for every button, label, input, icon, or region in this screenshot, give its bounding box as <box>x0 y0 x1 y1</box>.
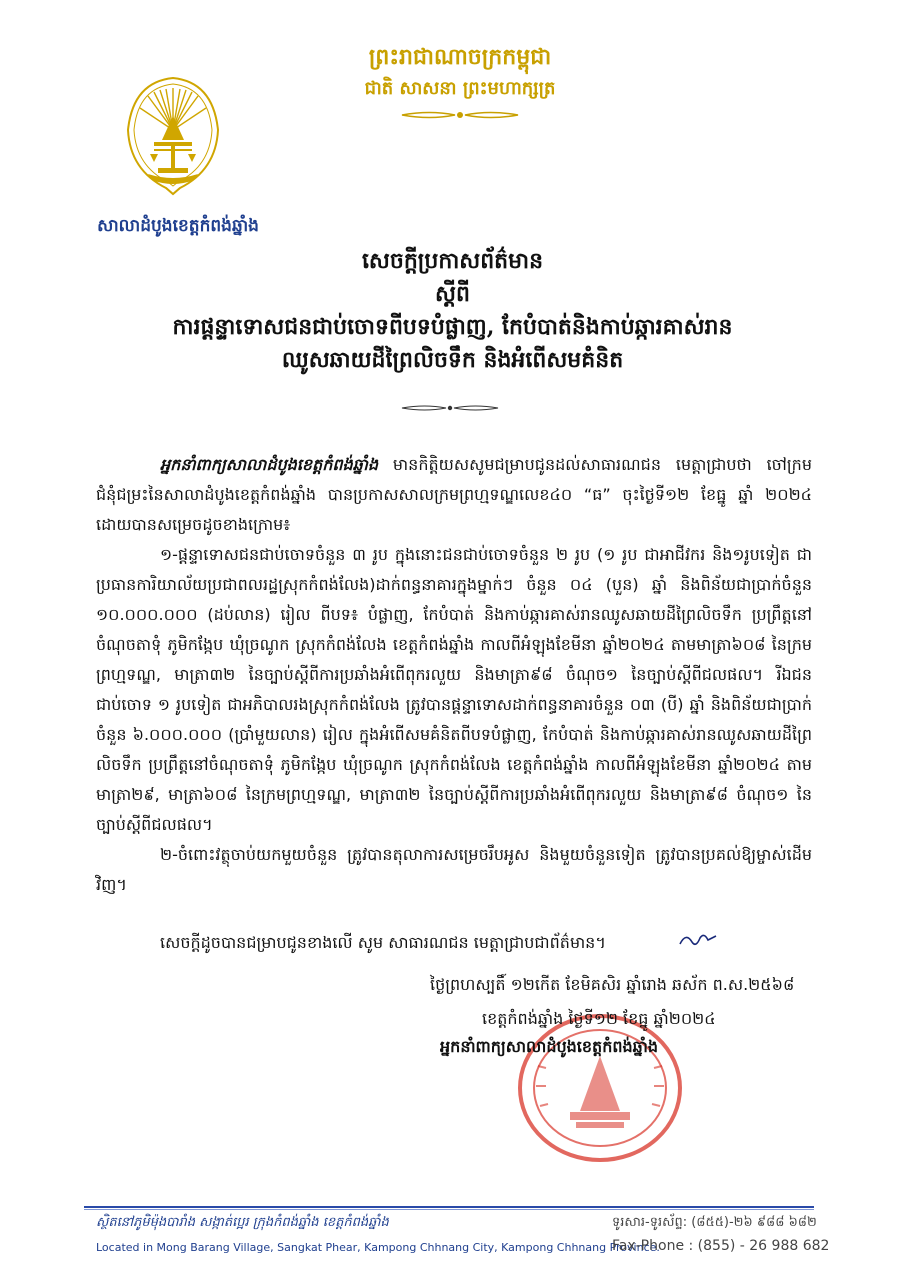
fax-phone-english: Fax-Phone : (855) - 26 988 682 <box>612 1238 830 1254</box>
lunar-date: ថ្ងៃព្រហស្បតិ៍ ១២កើត ខែមិគសិរ ឆ្នាំរោង ឆស័ក ព.ស.២៥៦៨ <box>430 975 795 994</box>
initial-signature-icon <box>678 930 718 950</box>
title-ornament-icon <box>400 402 500 414</box>
title-line1: សេចក្តីប្រកាសព័ត៌មាន <box>361 248 544 274</box>
title-line3: ការផ្តន្ទាទោសជនជាប់ចោទពីបទបំផ្លាញ, កែបំបាត់និងកាប់ឆ្ការគាស់រាន <box>172 314 733 340</box>
footer-divider-thin <box>84 1209 814 1210</box>
motto-ornament-icon <box>400 108 520 122</box>
announcement-body <box>96 450 812 900</box>
intro-text: មានកិត្តិយសសូមជម្រាបជូនដល់សាធារណជន មេត្តាជ្រាបថា ចៅក្រមជំនុំជម្រះនៃសាលាដំបូងខេត្តកំពង់ឆ្នាំង បានប្រកាសសាលក្រមព្រហ្មទណ្ឌលេខ៤០ “ធ” ចុះថ្ងៃទី១២ ខែធ្នូ ឆ្នាំ ២០២៤ ដោយបានសម្រេចដូចខាងក្រោម៖ <box>96 455 812 534</box>
court-emblem-icon <box>118 70 228 202</box>
signer-title: អ្នកនាំពាក្យសាលាដំបូងខេត្តកំពង់ឆ្នាំង <box>440 1037 659 1056</box>
address-english: Located in Mong Barang Village, Sangkat Phear, Kampong Chhnang City, Kampong Chhnang Province. <box>96 1241 660 1254</box>
document-title <box>150 245 755 377</box>
solar-date: ខេត្តកំពង់ឆ្នាំង ថ្ងៃទី១២ ខែធ្នូ ឆ្នាំ២០២៤ <box>482 1009 716 1028</box>
fax-phone-khmer: ទូរសារ-ទូរស័ព្ទ: (៨៥៥)-២៦ ៩៨៨ ៦៨២ <box>612 1215 817 1230</box>
spokesperson-name: អ្នកនាំពាក្យសាលាដំបូងខេត្តកំពង់ឆ្នាំង <box>160 455 379 474</box>
verdict-point-1: ១-ផ្តន្ទាទោសជនជាប់ចោទចំនួន ៣ រូប ក្នុងនោះជនជាប់ចោទចំនួន ២ រូប (១ រូប ជាអាជីវករ និង១រូបទៀត ជាប្រធានការិយាល័យប្រជាពលរដ្ឋស្រុកកំពង់លែង)ដាក់ពន្ធនាគារក្នុងម្នាក់ៗ ចំនួន ០៤ (បួន) ឆ្នាំ និងពិន័យជាប្រាក់ចំនួន ១០.០០០.០០០ (ដប់លាន) រៀល ពីបទ៖ បំផ្លាញ, កែបំបាត់ និងកាប់ឆ្ការគាស់រានឈូសឆាយដីព្រៃលិចទឹក ប្រព្រឹត្តនៅចំណុចតាទុំ ភូមិកង្កែប ឃុំច្រណូក ស្រុកកំពង់លែង ខេត្តកំពង់ឆ្នាំង កាលពីអំឡុងខែមីនា ឆ្នាំ២០២៤ តាមមាត្រា៦០៨ នៃក្រមព្រហ្មទណ្ឌ, មាត្រា៣២ នៃច្បាប់ស្តីពីការប្រឆាំងអំពើពុករលួយ និងមាត្រា៩៨ ចំណុច១ នៃច្បាប់ស្តីពីជលផល។ រីឯជនជាប់ចោទ ១ រូបទៀត ជាអភិបាលរងស្រុកកំពង់លែង ត្រូវបានផ្តន្ទាទោសដាក់ពន្ធនាគារចំនួន ០៣ (បី) ឆ្នាំ និងពិន័យជាប្រាក់ចំនួន ៦.០០០.០០០ (ប្រាំមួយលាន) រៀល ក្នុងអំពើសមគំនិតពីបទបំផ្លាញ, កែបំបាត់ និងកាប់ឆ្ការគាស់រានឈូសឆាយដីព្រៃលិចទឹក ប្រព្រឹត្តនៅចំណុចតាទុំ ភូមិកង្កែប ឃុំច្រណូក ស្រុកកំពង់លែង ខេត្តកំពង់ឆ្នាំង កាលពីអំឡុងខែមីនា ឆ្នាំ២០២៤ តាមមាត្រា២៩, មាត្រា៦០៨ នៃក្រមព្រហ្មទណ្ឌ, មាត្រា៣២ នៃច្បាប់ស្តីពីការប្រឆាំងអំពើពុករលួយ និងមាត្រា៩៨ ចំណុច១ នៃច្បាប់ស្តីពីជលផល។ <box>96 545 812 834</box>
footer-divider <box>84 1206 814 1208</box>
title-line4: ឈូសឆាយដីព្រៃលិចទឹក និងអំពើសមគំនិត <box>281 347 624 373</box>
kingdom-motto <box>330 40 590 122</box>
kingdom-line2: ជាតិ សាសនា ព្រះមហាក្សត្រ <box>364 78 556 99</box>
closing-sentence: សេចក្តីដូចបានជម្រាបជូនខាងលើ សូម សាធារណជន មេត្តាជ្រាបជាព័ត៌មាន។ <box>160 933 606 952</box>
address-khmer: ស្ថិតនៅភូមិម៉ុងបារាំង សង្កាត់ប្អេរ ក្រុងកំពង់ឆ្នាំង ខេត្តកំពង់ឆ្នាំង <box>96 1215 389 1230</box>
title-line2: ស្តីពី <box>435 281 470 307</box>
court-name: សាលាដំបូងខេត្តកំពង់ឆ្នាំង <box>97 216 259 236</box>
intro-paragraph <box>96 450 812 540</box>
verdict-point-2: ២-ចំពោះវត្ថុចាប់យកមួយចំនួន ត្រូវបានតុលាការសម្រេចរឹបអូស និងមួយចំនួនទៀត ត្រូវបានប្រគល់ឱ្យម្ចាស់ដើមវិញ។ <box>96 845 812 894</box>
kingdom-line1: ព្រះរាជាណាចក្រកម្ពុជា <box>368 44 552 70</box>
